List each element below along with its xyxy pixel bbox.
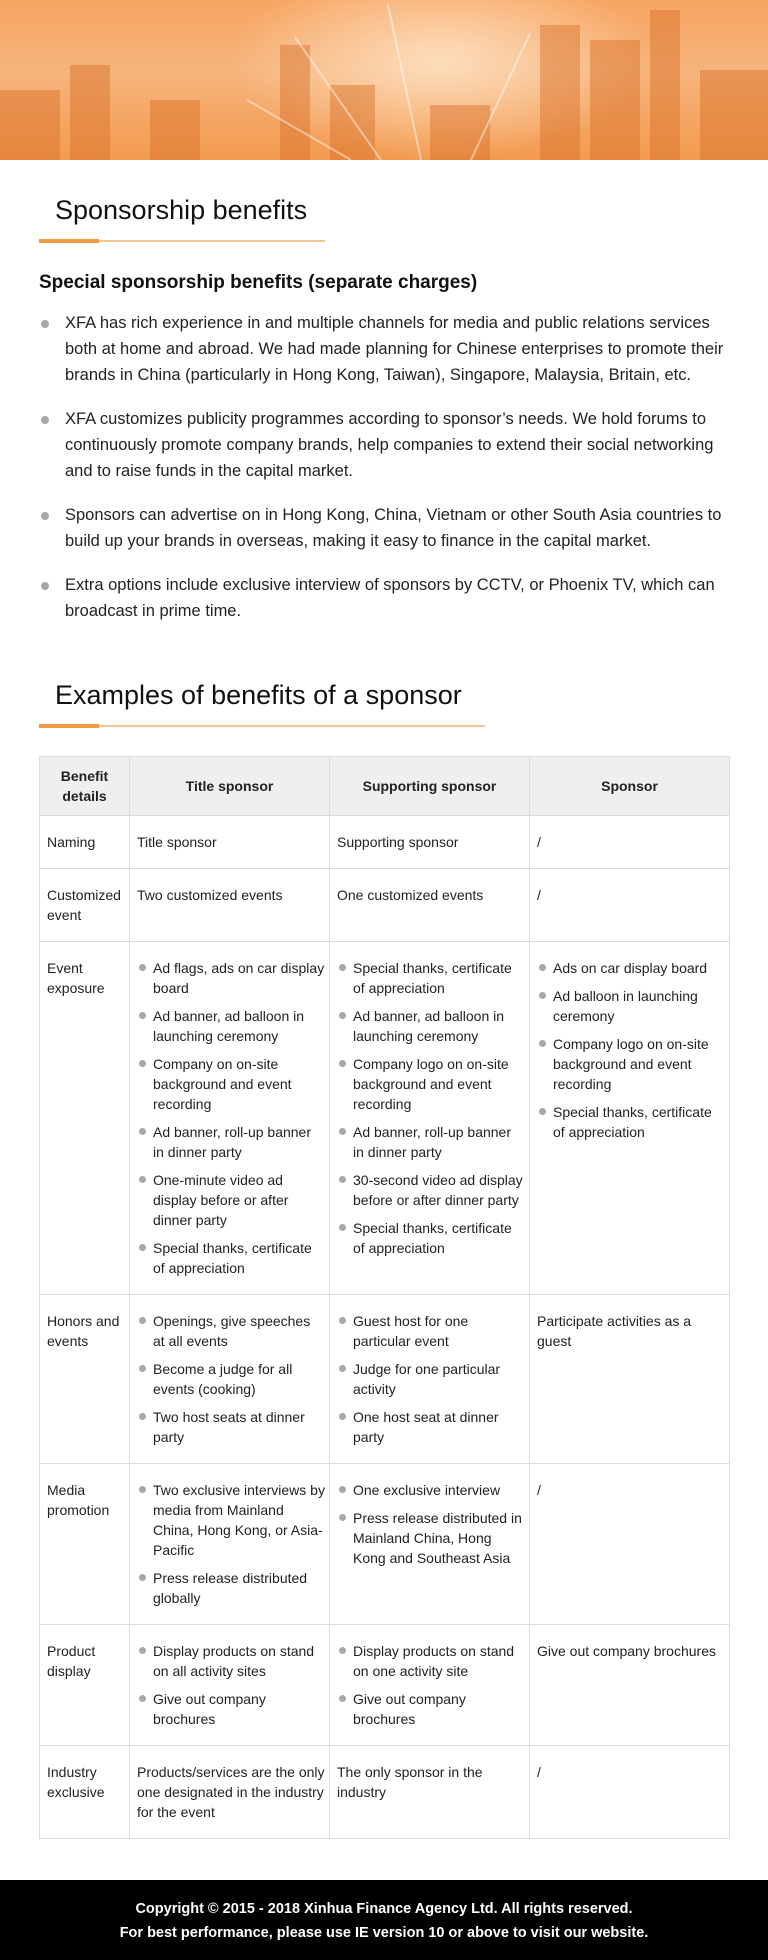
list-item: Ad banner, roll-up banner in dinner party: [137, 1122, 325, 1162]
cell-list: [337, 1641, 525, 1729]
cell-list: [337, 1480, 525, 1568]
list-item: Company on on-site background and event recording: [137, 1054, 325, 1114]
skyline-building: [540, 25, 580, 160]
footer-browser-note: For best performance, please use IE version 10 or above to visit our website.: [119, 1925, 649, 1941]
list-item: Openings, give speeches at all events: [137, 1311, 325, 1351]
list-item: Press release distributed in Mainland China, Hong Kong and Southeast Asia: [337, 1508, 525, 1568]
list-item: Sponsors can advertise on in Hong Kong, China, Vietnam or other South Asia countries to build up your brands in overseas, making it easy to finance in the capital market.: [39, 502, 739, 554]
table-cell: Two customized events: [130, 869, 330, 942]
row-label: Naming: [40, 816, 130, 869]
section-title-sponsorship-benefits: Sponsorship benefits: [55, 195, 308, 225]
skyline-building: [0, 90, 60, 160]
table-cell: [330, 942, 530, 1295]
footer-copyright: Copyright © 2015 - 2018 Xinhua Finance Agency Ltd. All rights reserved.: [135, 1901, 633, 1917]
row-label: Media promotion: [40, 1464, 130, 1625]
list-item: XFA has rich experience in and multiple channels for media and public relations services both at home and abroad. We had made planning for Chinese enterprises to promote their brands in China (particularly in Hong Kong, Taiwan), Singapore, Malaysia, Britain, etc.: [39, 310, 739, 388]
table-cell: [330, 1464, 530, 1625]
section-title-underline: [39, 725, 485, 727]
list-item: Display products on stand on all activity sites: [137, 1641, 325, 1681]
row-label: Honors and events: [40, 1295, 130, 1464]
table-row: [40, 1625, 730, 1746]
table-row: [40, 816, 730, 869]
table-cell: [130, 1625, 330, 1746]
list-item: Company logo on on-site background and event recording: [537, 1034, 725, 1094]
skyline-building: [650, 10, 680, 160]
list-item: Ad balloon in launching ceremony: [537, 986, 725, 1026]
table-row: [40, 1295, 730, 1464]
table-cell: Participate activities as a guest: [530, 1295, 730, 1464]
list-item: 30-second video ad display before or after dinner party: [337, 1170, 525, 1210]
header-supporting-sponsor: Supporting sponsor: [330, 757, 530, 816]
list-item: Give out company brochures: [337, 1689, 525, 1729]
skyline-building: [150, 100, 200, 160]
list-item: One host seat at dinner party: [337, 1407, 525, 1447]
table-cell: /: [530, 1464, 730, 1625]
table-cell: [130, 1464, 330, 1625]
table-cell: /: [530, 869, 730, 942]
list-item: Special thanks, certificate of appreciation: [337, 1218, 525, 1258]
row-label: Product display: [40, 1625, 130, 1746]
cell-list: [137, 1311, 325, 1447]
table-row: [40, 1464, 730, 1625]
list-item: Special thanks, certificate of appreciation: [337, 958, 525, 998]
cell-list: [137, 1480, 325, 1608]
list-item: Ad flags, ads on car display board: [137, 958, 325, 998]
special-benefits-subtitle: Special sponsorship benefits (separate charges): [39, 272, 478, 293]
list-item: One exclusive interview: [337, 1480, 525, 1500]
underline-accent: [39, 724, 99, 728]
table-row: [40, 942, 730, 1295]
row-label: Event exposure: [40, 942, 130, 1295]
list-item: One-minute video ad display before or after dinner party: [137, 1170, 325, 1230]
list-item: Extra options include exclusive interview of sponsors by CCTV, or Phoenix TV, which can broadcast in prime time.: [39, 572, 739, 624]
list-item: Give out company brochures: [137, 1689, 325, 1729]
list-item: XFA customizes publicity programmes according to sponsor’s needs. We hold forums to continuously promote company brands, help companies to extend their social networking and to raise funds in the capital market.: [39, 406, 739, 484]
skyline-building: [70, 65, 110, 160]
hero-banner: [0, 0, 768, 160]
list-item: Company logo on on-site background and event recording: [337, 1054, 525, 1114]
table-cell: [330, 1295, 530, 1464]
underline-accent: [39, 239, 99, 243]
list-item: Display products on stand on one activity site: [337, 1641, 525, 1681]
cell-list: [337, 1311, 525, 1447]
table-row: [40, 1746, 730, 1839]
list-item: Ad banner, ad balloon in launching ceremony: [137, 1006, 325, 1046]
list-item: Two exclusive interviews by media from Mainland China, Hong Kong, or Asia-Pacific: [137, 1480, 325, 1560]
table-cell: /: [530, 816, 730, 869]
skyline-building: [280, 45, 310, 160]
header-benefit-details: Benefit details: [40, 757, 130, 816]
list-item: Judge for one particular activity: [337, 1359, 525, 1399]
table-cell: One customized events: [330, 869, 530, 942]
table-cell: Products/services are the only one designated in the industry for the event: [130, 1746, 330, 1839]
skyline-building: [700, 70, 768, 160]
section-title-examples: Examples of benefits of a sponsor: [55, 680, 462, 710]
table-cell: /: [530, 1746, 730, 1839]
cell-list: [137, 958, 325, 1278]
table-cell: [330, 1625, 530, 1746]
footer: [0, 1880, 768, 1960]
skyline-building: [590, 40, 640, 160]
list-item: Two host seats at dinner party: [137, 1407, 325, 1447]
table-cell: Title sponsor: [130, 816, 330, 869]
table-cell: [130, 942, 330, 1295]
benefits-table: [39, 756, 730, 1839]
list-item: Press release distributed globally: [137, 1568, 325, 1608]
row-label: Industry exclusive: [40, 1746, 130, 1839]
skyline-building: [430, 105, 490, 160]
list-item: Ad banner, ad balloon in launching ceremony: [337, 1006, 525, 1046]
table-cell: Supporting sponsor: [330, 816, 530, 869]
table-header-row: [40, 757, 730, 816]
list-item: Special thanks, certificate of appreciation: [137, 1238, 325, 1278]
header-sponsor: Sponsor: [530, 757, 730, 816]
cell-list: [337, 958, 525, 1258]
table-cell: [530, 942, 730, 1295]
table-cell: The only sponsor in the industry: [330, 1746, 530, 1839]
section-title-underline: [39, 240, 325, 242]
table-row: [40, 869, 730, 942]
list-item: Ad banner, roll-up banner in dinner party: [337, 1122, 525, 1162]
list-item: Ads on car display board: [537, 958, 725, 978]
list-item: Special thanks, certificate of appreciation: [537, 1102, 725, 1142]
cell-list: [137, 1641, 325, 1729]
table-cell: Give out company brochures: [530, 1625, 730, 1746]
row-label: Customized event: [40, 869, 130, 942]
header-title-sponsor: Title sponsor: [130, 757, 330, 816]
table-cell: [130, 1295, 330, 1464]
list-item: Guest host for one particular event: [337, 1311, 525, 1351]
benefits-list: [39, 310, 739, 642]
list-item: Become a judge for all events (cooking): [137, 1359, 325, 1399]
cell-list: [537, 958, 725, 1142]
